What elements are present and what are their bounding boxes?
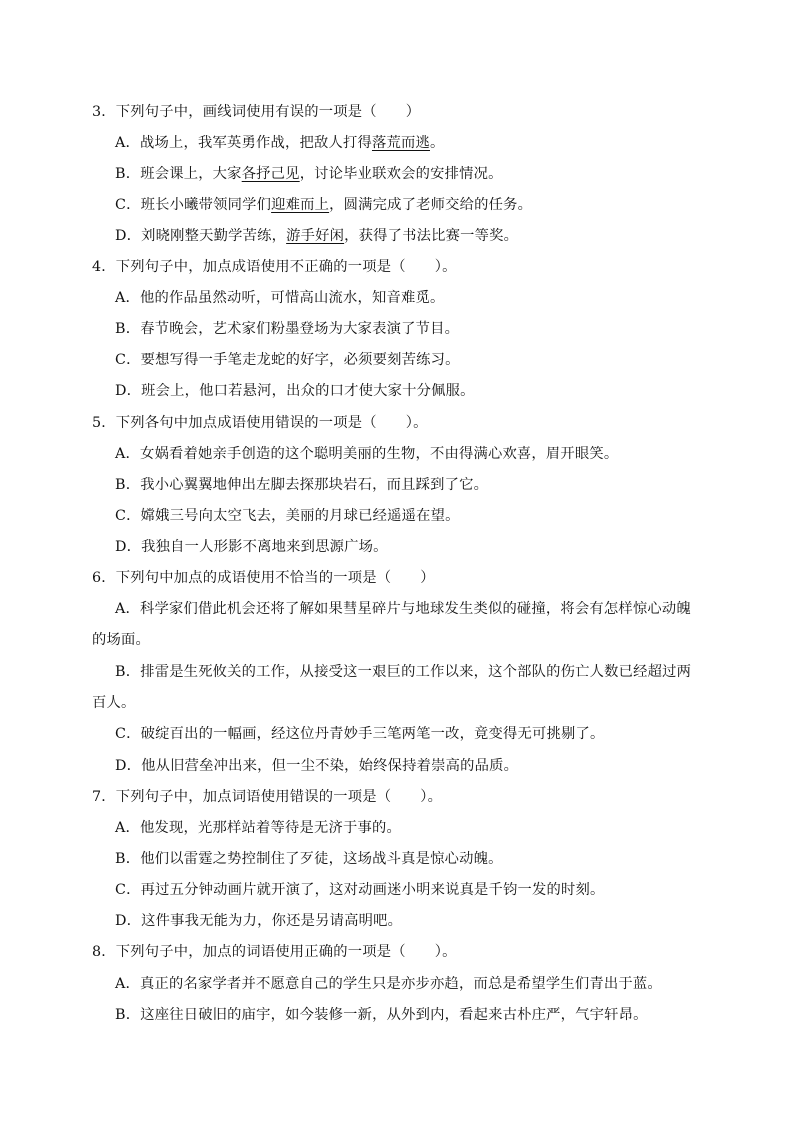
question-3-option-b: B．班会课上，大家各抒己见，讨论毕业联欢会的安排情况。 — [115, 166, 503, 182]
question-4-option-a: A．他的作品虽然动听，可惜高山流水，知音难觅。 — [115, 290, 445, 306]
question-6-option-b-continuation: 百人。 — [92, 695, 136, 711]
question-5-stem: 5．下列各句中加点成语使用错误的一项是（ ）。 — [92, 415, 428, 431]
question-4-stem: 4．下列句子中，加点成语使用不正确的一项是（ ）。 — [92, 259, 457, 275]
underlined-idiom: 迎难而上 — [271, 197, 330, 213]
question-5-option-a: A．女娲看着她亲手创造的这个聪明美丽的生物，不由得满心欢喜，眉开眼笑。 — [115, 446, 619, 462]
underlined-idiom: 各抒己见 — [241, 166, 300, 182]
question-8-option-b: B．这座往日破旧的庙宇，如今装修一新，从外到内，看起来古朴庄严，气宇轩昂。 — [115, 1007, 648, 1023]
question-5-option-c: C．嫦娥三号向太空飞去，美丽的月球已经遥遥在望。 — [115, 508, 460, 524]
question-6-option-c: C．破绽百出的一幅画，经这位丹青妙手三笔两笔一改，竟变得无可挑剔了。 — [115, 726, 605, 742]
question-4-option-b: B．春节晚会，艺术家们粉墨登场为大家表演了节目。 — [115, 321, 460, 337]
question-4-option-c: C．要想写得一手笔走龙蛇的好字，必须要刻苦练习。 — [115, 352, 460, 368]
question-6-option-a-continuation: 的场面。 — [92, 632, 150, 648]
question-7-option-a: A．他发现，光那样站着等待是无济于事的。 — [115, 820, 401, 836]
question-4-option-d: D．班会上，他口若悬河，出众的口才使大家十分佩服。 — [115, 383, 475, 399]
underlined-idiom: 游手好闲 — [286, 228, 345, 244]
question-3-option-a: A．战场上，我军英勇作战，把敌人打得落荒而逃。 — [115, 135, 445, 151]
question-8-option-a: A．真正的名家学者并不愿意自己的学生只是亦步亦趋，而总是希望学生们青出于蓝。 — [115, 976, 662, 992]
question-6-stem: 6．下列句中加点的成语使用不恰当的一项是（ ） — [92, 570, 435, 586]
question-5-option-d: D．我独自一人形影不离地来到思源广场。 — [115, 539, 388, 555]
question-7-option-d: D．这件事我无能为力，你还是另请高明吧。 — [115, 913, 403, 929]
question-3-option-d: D．刘晓刚整天勤学苦练，游手好闲，获得了书法比赛一等奖。 — [115, 228, 519, 244]
question-3-stem: 3．下列句子中，画线词使用有误的一项是（ ） — [92, 104, 421, 120]
question-7-stem: 7．下列句子中，加点词语使用错误的一项是（ ）。 — [92, 789, 443, 805]
question-7-option-b: B．他们以雷霆之势控制住了歹徒，这场战斗真是惊心动魄。 — [115, 851, 503, 867]
question-7-option-c: C．再过五分钟动画片就开演了，这对动画迷小明来说真是千钧一发的时刻。 — [115, 882, 605, 898]
question-6-option-d: D．他从旧营垒冲出来，但一尘不染，始终保持着崇高的品质。 — [115, 758, 519, 774]
question-6-option-a: A．科学家们借此机会还将了解如果彗星碎片与地球发生类似的碰撞，将会有怎样惊心动魄 — [115, 601, 691, 617]
question-8-stem: 8．下列句子中，加点的词语使用正确的一项是（ ）。 — [92, 944, 457, 960]
underlined-idiom: 落荒而逃 — [371, 135, 430, 151]
question-3-option-c: C．班长小曦带领同学们迎难而上，圆满完成了老师交给的任务。 — [115, 197, 533, 213]
question-6-option-b: B．排雷是生死攸关的工作，从接受这一艰巨的工作以来，这个部队的伤亡人数已经超过两 — [115, 664, 692, 680]
question-5-option-b: B．我小心翼翼地伸出左脚去探那块岩石，而且踩到了它。 — [115, 477, 489, 493]
